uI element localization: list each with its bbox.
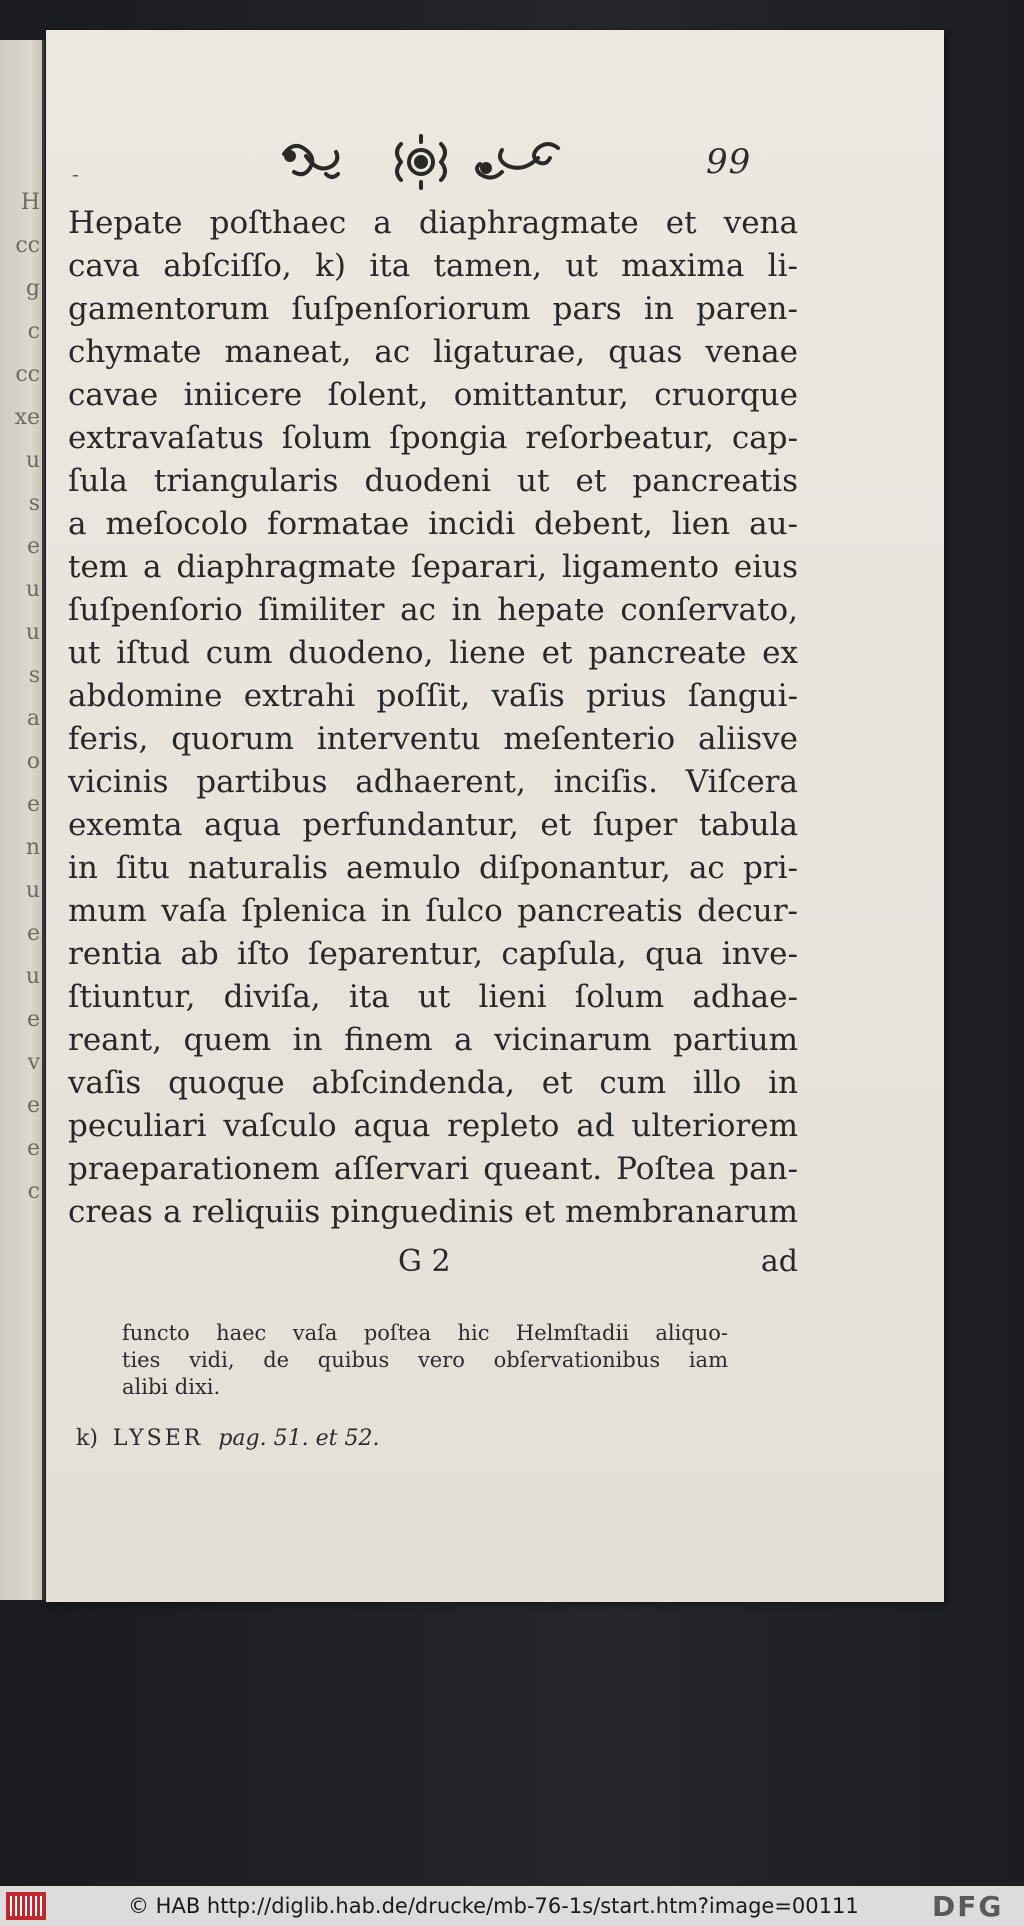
footnote-author: LYSER xyxy=(112,1426,204,1451)
footnote-continued xyxy=(122,1320,728,1401)
hab-logo-icon xyxy=(6,1892,46,1920)
headpiece-ornament-icon xyxy=(276,134,566,194)
previous-page-fragment: v xyxy=(27,1050,40,1075)
previous-page-fragment: a xyxy=(26,706,40,731)
text-line: cavae iniicere ſolent, omittantur, cruorque xyxy=(68,377,798,413)
previous-page-fragment: s xyxy=(28,663,40,688)
text-line: chymate maneat, ac ligaturae, quas venae xyxy=(68,334,798,370)
text-line: extravaſatus ſolum ſpongia reſorbeatur, cap- xyxy=(68,420,798,456)
previous-page-fragment: e xyxy=(26,1093,40,1118)
text-line: abdomine extrahi poſſit, vaſis prius ſangui- xyxy=(68,678,798,714)
previous-page-fragment: u xyxy=(25,620,40,645)
previous-page-fragment: e xyxy=(26,534,40,559)
text-line: vaſis quoque abſcindenda, et cum illo in xyxy=(68,1065,798,1101)
previous-page-fragment: e xyxy=(26,1007,40,1032)
previous-page-fragment: xe xyxy=(14,405,40,430)
footnote-line: ties vidi, de quibus vero obſervationibus iam xyxy=(122,1348,728,1372)
previous-page-fragment: u xyxy=(25,577,40,602)
text-line: ſula triangularis duodeni ut et pancreatis xyxy=(68,463,798,499)
text-line: ſtiuntur, diviſa, ita ut lieni ſolum adhae- xyxy=(68,979,798,1015)
book-page xyxy=(46,30,944,1602)
footnote-k xyxy=(76,1426,379,1451)
page-header xyxy=(46,130,944,200)
footnote-reference: pag. 51. et 52. xyxy=(218,1426,380,1451)
previous-page-fragment: u xyxy=(25,964,40,989)
previous-page-fragment: e xyxy=(26,1136,40,1161)
previous-page-fragment: s xyxy=(28,491,40,516)
signature-mark: G 2 xyxy=(398,1244,451,1279)
text-line: Hepate poſthaec a diaphragmate et vena xyxy=(68,205,798,241)
previous-page-fragment: n xyxy=(25,835,40,860)
text-line: ut iſtud cum duodeno, liene et pancreate ex xyxy=(68,635,798,671)
text-line: cava abſciſſo, k) ita tamen, ut maxima li- xyxy=(68,248,798,284)
footer-bar xyxy=(0,1886,1024,1926)
previous-page-edge xyxy=(0,40,44,1600)
text-line: tem a diaphragmate ſeparari, ligamento eius xyxy=(68,549,798,585)
text-line: praeparationem aſſervari queant. Poſtea pan- xyxy=(68,1151,798,1187)
text-line: mum vaſa ſplenica in ſulco pancreatis decur- xyxy=(68,893,798,929)
previous-page-fragment: e xyxy=(26,921,40,946)
text-line: gamentorum ſuſpenſoriorum pars in paren- xyxy=(68,291,798,327)
body-text xyxy=(68,202,798,1234)
text-line: rentia ab iſto ſeparentur, capſula, qua inve- xyxy=(68,936,798,972)
page-number: 99 xyxy=(706,142,752,182)
copyright-link[interactable]: © HAB http://diglib.hab.de/drucke/mb-76-1s/start.htm?image=00111 xyxy=(128,1894,859,1918)
previous-page-fragment: u xyxy=(25,448,40,473)
previous-page-fragment: o xyxy=(26,749,40,774)
previous-page-fragment: e xyxy=(26,792,40,817)
spine-shadow xyxy=(42,40,45,1600)
previous-page-fragment: c xyxy=(27,319,40,344)
catchword: ad xyxy=(760,1244,798,1279)
text-line: creas a reliquiis pinguedinis et membranarum xyxy=(68,1194,798,1230)
signature-row xyxy=(68,1244,798,1284)
text-line: exemta aqua perfundantur, et ſuper tabula xyxy=(68,807,798,843)
previous-page-fragment: cc xyxy=(15,362,40,387)
footnote-marker: k) xyxy=(76,1426,98,1451)
text-line: vicinis partibus adhaerent, inciſis. Viſcera xyxy=(68,764,798,800)
previous-page-fragment: u xyxy=(25,878,40,903)
text-line: peculiari vaſculo aqua repleto ad ulteriorem xyxy=(68,1108,798,1144)
footnote-line: functo haec vaſa poſtea hic Helmſtadii aliquo- xyxy=(122,1321,728,1345)
text-line: ſuſpenſorio ſimiliter ac in hepate conſervato, xyxy=(68,592,798,628)
text-line: a meſocolo formatae incidi debent, lien au- xyxy=(68,506,798,542)
text-line: feris, quorum interventu meſenterio aliisve xyxy=(68,721,798,757)
footnote-line: alibi dixi. xyxy=(122,1375,221,1399)
previous-page-fragment: c xyxy=(27,1179,40,1204)
previous-page-fragment: cc xyxy=(15,233,40,258)
previous-page-fragment: H xyxy=(20,190,40,215)
text-line: in ſitu naturalis aemulo diſponantur, ac pri- xyxy=(68,850,798,886)
text-line: reant, quem in finem a vicinarum partium xyxy=(68,1022,798,1058)
dfg-logo: DFG xyxy=(932,1890,1004,1923)
previous-page-fragment: g xyxy=(25,276,40,301)
header-dash: - xyxy=(72,162,79,186)
